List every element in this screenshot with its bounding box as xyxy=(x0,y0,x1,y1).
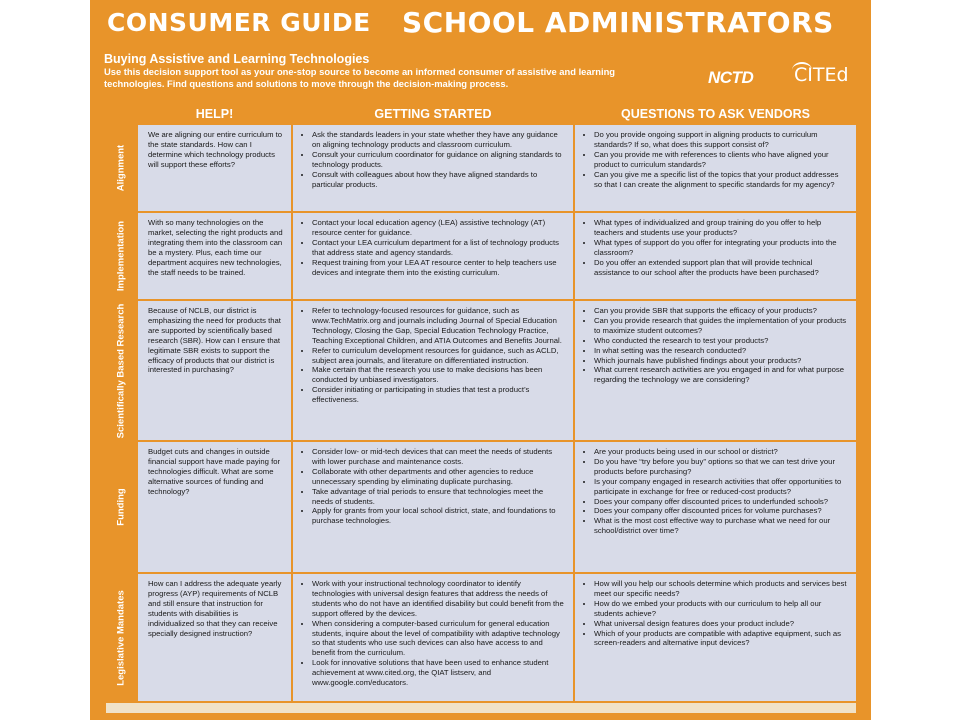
list-item: • Collaborate with other departments and other agencies to reduce unnecessary spending by eliminating duplicate purchasing. xyxy=(312,467,565,487)
list-item: • Request training from your LEA AT resource center to help teachers use devices and integrate them into the existing curriculum. xyxy=(312,258,565,278)
list-item: • What is the most cost effective way to purchase what we need for our school/district over time? xyxy=(594,516,848,536)
list-item: • How will you help our schools determine which products and services best meet our specific needs? xyxy=(594,579,848,599)
vendor-questions-cell xyxy=(575,125,856,211)
row-label: Funding xyxy=(115,488,127,526)
table-row-legislative xyxy=(106,574,856,701)
list-item: • Ask the standards leaders in your state whether they have any guidance on aligning technology products and classroom curriculum. xyxy=(312,130,565,150)
column-header-vendor-questions: QUESTIONS TO ASK VENDORS xyxy=(621,107,810,121)
list-item: • How do we embed your products with our curriculum to help all our students achieve? xyxy=(594,599,848,619)
guide-subtitle: Buying Assistive and Learning Technologies xyxy=(104,52,370,66)
help-cell: Budget cuts and changes in outside financial support have made paying for technologies difficult. What are some alternative sources of funding and technology? xyxy=(138,442,291,572)
vendor-questions-cell xyxy=(575,442,856,572)
row-label: Implementation xyxy=(115,220,127,292)
list-item: • Contact your LEA curriculum department for a list of technology products that address state and agency standards. xyxy=(312,238,565,258)
list-item: • Refer to technology-focused resources for guidance, such as www.TechMatrix.org and journals including Journal of Special Education Technology, Closing the Gap, Special Education Technology Practice, Teaching Exceptional Children, and ATIA Outcomes and Benefits Journal. xyxy=(312,306,565,346)
list-item: • Apply for grants from your local school district, state, and foundations to purchase technologies. xyxy=(312,506,565,526)
list-item: • Can you provide research that guides the implementation of your products to maximize student outcomes? xyxy=(594,316,848,336)
list-item: • Which journals have published findings about your products? xyxy=(594,356,848,366)
guide-title: CONSUMER GUIDE xyxy=(107,8,371,37)
getting-started-cell xyxy=(293,574,573,701)
list-item: • Do you offer an extended support plan that will provide technical assistance to our school after the products have been purchased? xyxy=(594,258,848,278)
audience-title: SCHOOL ADMINISTRATORS xyxy=(402,6,834,39)
list-item: • Which of your products are compatible with adaptive equipment, such as screen-readers and alternative input devices? xyxy=(594,629,848,649)
column-header-getting-started: GETTING STARTED xyxy=(374,107,492,121)
column-header-help: HELP! xyxy=(195,107,234,121)
list-item: • Consider initiating or participating in studies that test a product’s effectiveness. xyxy=(312,385,565,405)
list-item: • Work with your instructional technology coordinator to identify technologies with universal design features that address the needs of students who do not have an identified disability but could benefit from the support offered by the devices. xyxy=(312,579,565,619)
list-item: • Can you give me a specific list of the topics that your product addresses so that I can create the alignment to specific standards for my agency? xyxy=(594,170,848,190)
nctd-logo: NCTD xyxy=(708,68,754,87)
list-item: • Consult your curriculum coordinator for guidance on aligning standards to technology products. xyxy=(312,150,565,170)
consumer-guide-sheet xyxy=(90,0,871,720)
list-item: • What current research activities are you engaged in and for what purpose regarding the technology we are considering? xyxy=(594,365,848,385)
getting-started-cell xyxy=(293,442,573,572)
getting-started-cell xyxy=(293,301,573,440)
list-item: • Consider low- or mid-tech devices that can meet the needs of students with lower purchase and maintenance costs. xyxy=(312,447,565,467)
help-cell: Because of NCLB, our district is emphasizing the need for products that are supported by scientifically based research (SBR). How can I ensure that legitimate SBR exists to support the efficacy of products that our district is interested in purchasing? xyxy=(138,301,291,440)
cited-logo: CITEd xyxy=(794,64,849,86)
vendor-questions-cell xyxy=(575,301,856,440)
table-row-alignment xyxy=(106,125,856,211)
list-item: • Does your company offer discounted prices for volume purchases? xyxy=(594,506,848,516)
table-row-funding xyxy=(106,442,856,572)
getting-started-cell xyxy=(293,125,573,211)
list-item: • Refer to curriculum development resources for guidance, such as ACLD, subject area journals, and literature on differentiated instruction. xyxy=(312,346,565,366)
vendor-questions-cell xyxy=(575,574,856,701)
list-item: • In what setting was the research conducted? xyxy=(594,346,848,356)
list-item: • Can you provide SBR that supports the efficacy of your products? xyxy=(594,306,848,316)
row-label: Scientifically Based Research xyxy=(115,303,127,438)
help-cell: We are aligning our entire curriculum to the state standards. How can I determine which technology products will support these efforts? xyxy=(138,125,291,211)
list-item: • Contact your local education agency (LEA) assistive technology (AT) resource center for guidance. xyxy=(312,218,565,238)
list-item: • Is your company engaged in research activities that offer opportunities to participate in exchange for free or reduced-cost products? xyxy=(594,477,848,497)
list-item: • Do you have “try before you buy” options so that we can test drive your products before purchasing? xyxy=(594,457,848,477)
list-item: • What universal design features does your product include? xyxy=(594,619,848,629)
list-item: • Make certain that the research you use to make decisions has been conducted by unbiased investigators. xyxy=(312,365,565,385)
vendor-questions-cell xyxy=(575,213,856,299)
table-row-research xyxy=(106,301,856,440)
list-item: • Look for innovative solutions that have been used to enhance student achievement at www.cited.org, the QIAT listserv, and www.google.com/educators. xyxy=(312,658,565,688)
list-item: • Can you provide me with references to clients who have aligned your product to curriculum standards? xyxy=(594,150,848,170)
intro-text: Use this decision support tool as your one-stop source to become an informed consumer of assistive and learning technologies. Find questions and solutions to move through the decision-making process. xyxy=(104,66,616,89)
list-item: • What types of support do you offer for integrating your products into the classroom? xyxy=(594,238,848,258)
list-item: • Who conducted the research to test your products? xyxy=(594,336,848,346)
getting-started-cell xyxy=(293,213,573,299)
list-item: • Do you provide ongoing support in aligning products to curriculum standards? If so, what does this support consist of? xyxy=(594,130,848,150)
list-item: • Does your company offer discounted prices to underfunded schools? xyxy=(594,497,848,507)
table-row-implementation xyxy=(106,213,856,299)
list-item: • Are your products being used in our school or district? xyxy=(594,447,848,457)
logo-area xyxy=(708,62,858,90)
footer-strip xyxy=(106,703,856,713)
help-cell: How can I address the adequate yearly progress (AYP) requirements of NCLB and still ensure that instruction for students with disabilities is individualized so that they can receive specially designed instruction? xyxy=(138,574,291,701)
row-label: Legislative Mandates xyxy=(115,589,127,686)
help-cell: With so many technologies on the market, selecting the right products and integrating them into the classroom can be a mystery. Plus, each time our department acquires new technologies, the staff needs to be trained. xyxy=(138,213,291,299)
list-item: • When considering a computer-based curriculum for general education students, inquire about the level of compatibility with adaptive technology so that students who use such devices can also have access to and benefit from the curriculum. xyxy=(312,619,565,659)
list-item: • What types of individualized and group training do you offer to help teachers and students use your products? xyxy=(594,218,848,238)
row-label: Alignment xyxy=(115,144,127,192)
list-item: • Consult with colleagues about how they have aligned standards to particular products. xyxy=(312,170,565,190)
list-item: • Take advantage of trial periods to ensure that technologies meet the needs of students. xyxy=(312,487,565,507)
